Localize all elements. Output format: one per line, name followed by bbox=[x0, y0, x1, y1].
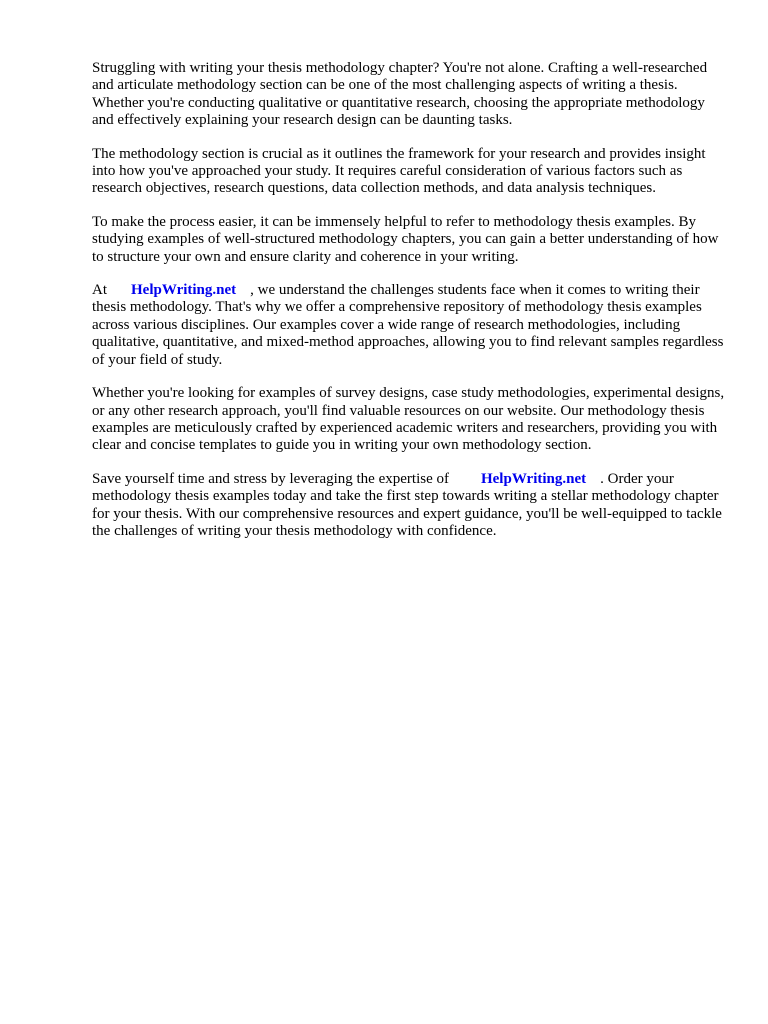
paragraph-call-to-action bbox=[92, 471, 728, 541]
paragraph-resources: Whether you're looking for examples of survey designs, case study methodologies, experimental designs, or any other research approach, you'll find valuable resources on our website. Our methodology thesis examples are meticulously crafted by experienced academic writers and researchers, providing you with clear and concise templates to guide you in writing your own methodology section. bbox=[92, 385, 725, 454]
paragraph-helpwriting-offer bbox=[92, 282, 728, 369]
paragraph-text: , we understand the challenges students face when it comes to writing their thesis methodology. That's why we offer a comprehensive repository of methodology thesis examples across various disciplines. Our examples cover a wide range of research methodologies, including qualitative, quantitative, and mixed-method approaches, allowing you to find relevant samples regardless of your field of study. bbox=[92, 282, 724, 368]
paragraph-text: At bbox=[92, 282, 107, 299]
paragraph-methodology-importance: The methodology section is crucial as it outlines the framework for your research and provides insight into how you've approached your study. It requires careful consideration of various factors such as research objectives, research questions, data collection methods, and data analysis techniques. bbox=[92, 145, 706, 197]
paragraph-text: Save yourself time and stress by leveraging the expertise of bbox=[92, 470, 449, 487]
helpwriting-link[interactable]: HelpWriting.net bbox=[480, 470, 587, 487]
paragraph-text: . Order your methodology thesis examples today and take the first step towards writing a stellar methodology chapter for your thesis. With our comprehensive resources and expert guidance, you'll be well-equipped to tackle the challenges of writing your thesis methodology with confidence. bbox=[92, 470, 722, 539]
helpwriting-link[interactable]: HelpWriting.net bbox=[131, 282, 237, 299]
paragraph-examples: To make the process easier, it can be immensely helpful to refer to methodology thesis examples. By studying examples of well-structured methodology chapters, you can gain a better understanding of how to structure your own and ensure clarity and coherence in your writing. bbox=[92, 213, 719, 265]
document-body bbox=[92, 60, 728, 556]
paragraph-intro: Struggling with writing your thesis methodology chapter? You're not alone. Crafting a well-researched and articulate methodology section can be one of the most challenging aspects of writing a thesis. Whether you're conducting qualitative or quantitative research, choosing the appropriate methodology and effectively explaining your research design can be daunting tasks. bbox=[92, 60, 708, 129]
